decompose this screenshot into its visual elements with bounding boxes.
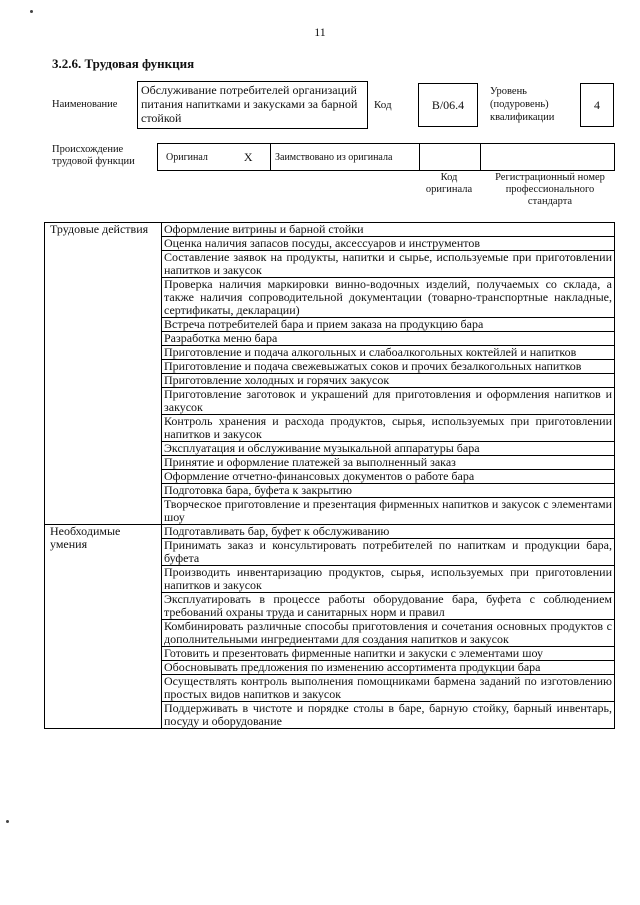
- code-caption-line-2: оригинала: [425, 184, 473, 195]
- table-item-cell: Поддерживать в чистоте и порядке столы в баре, барную стойку, барный инвентарь, посуду и оборудование: [162, 702, 615, 729]
- level-label-1: Уровень: [490, 86, 527, 97]
- table-item-cell: Приготовление холодных и горячих закусок: [162, 374, 615, 388]
- section-title-cell: Трудовые действия: [45, 223, 162, 525]
- table-item-cell: Принимать заказ и консультировать потребителей по напиткам и продукции бара, буфета: [162, 539, 615, 566]
- table-item-cell: Комбинировать различные способы приготовления и сочетания основных продуктов с дополнительными ингредиентами для создания напитков и закусок: [162, 620, 615, 647]
- function-name-box: Обслуживание потребителей организаций питания напитками и закусками за барной стойкой: [137, 81, 368, 129]
- level-label-3: квалификации: [490, 112, 555, 123]
- function-table: [44, 222, 615, 729]
- reg-caption-line-2: профессионального: [505, 184, 595, 195]
- original-mark: X: [243, 149, 253, 164]
- original-label: Оригинал: [166, 151, 208, 163]
- table-item-cell: Контроль хранения и расхода продуктов, сырья, используемых при приготовлении напитков и закусок: [162, 415, 615, 442]
- table-item-cell: Творческое приготовление и презентация фирменных напитков и закусок с элементами шоу: [162, 498, 615, 525]
- table-item-cell: Обосновывать предложения по изменению ассортимента продукции бара: [162, 661, 615, 675]
- section-title: 3.2.6. Трудовая функция: [52, 56, 195, 71]
- reg-caption-line-1: Регистрационный номер: [495, 172, 605, 183]
- table-item-cell: Готовить и презентовать фирменные напитки и закуски с элементами шоу: [162, 647, 615, 661]
- page-number: 11: [314, 25, 326, 39]
- registration-number-cell: [480, 143, 615, 171]
- name-label: Наименование: [52, 99, 118, 110]
- reg-caption-line-3: стандарта: [527, 196, 573, 207]
- origin-row: [157, 143, 615, 171]
- original-cell: [157, 143, 271, 171]
- table-item-cell: Приготовление и подача свежевыжатых соков и прочих безалкогольных напитков: [162, 360, 615, 374]
- table-item-cell: Подготовка бара, буфета к закрытию: [162, 484, 615, 498]
- table-item-cell: Подготавливать бар, буфет к обслуживанию: [162, 525, 615, 539]
- code-value-box: B/06.4: [418, 83, 478, 127]
- table-item-cell: Встреча потребителей бара и прием заказа на продукцию бара: [162, 318, 615, 332]
- code-caption-line-1: Код: [440, 172, 458, 183]
- borrowed-cell: Заимствовано из оригинала: [270, 143, 420, 171]
- table-item-cell: Оценка наличия запасов посуды, аксессуаров и инструментов: [162, 237, 615, 251]
- table-item-cell: Оформление отчетно-финансовых документов о работе бара: [162, 470, 615, 484]
- scan-dot: [6, 820, 9, 823]
- table-item-cell: Приготовление заготовок и украшений для приготовления и оформления напитков и закусок: [162, 388, 615, 415]
- registration-caption: [481, 172, 619, 208]
- table-item-cell: Приготовление и подача алкогольных и слабоалкогольных коктейлей и напитков: [162, 346, 615, 360]
- table-item-cell: Оформление витрины и барной стойки: [162, 223, 615, 237]
- table-item-cell: Разработка меню бара: [162, 332, 615, 346]
- table-item-cell: Эксплуатировать в процессе работы оборудование бара, буфета с соблюдением требований охраны труда и санитарных норм и правил: [162, 593, 615, 620]
- scan-dot: [30, 10, 33, 13]
- section-title-cell: Необходимые умения: [45, 525, 162, 729]
- table-item-cell: Составление заявок на продукты, напитки и сырье, используемые при приготовлении напитков и закусок: [162, 251, 615, 278]
- code-label: Код: [374, 99, 392, 111]
- origin-label-2: трудовой функции: [52, 156, 135, 167]
- origin-label-1: Происхождение: [52, 144, 124, 155]
- level-label-2: (подуровень): [490, 99, 549, 110]
- original-code-cell: [419, 143, 481, 171]
- table-row: [45, 223, 615, 237]
- table-item-cell: Осуществлять контроль выполнения помощниками бармена заданий по изготовлению простых видов напитков и закусок: [162, 675, 615, 702]
- table-item-cell: Эксплуатация и обслуживание музыкальной аппаратуры бара: [162, 442, 615, 456]
- table-item-cell: Проверка наличия маркировки винно-водочных изделий, получаемых со склада, а также наличия сопроводительной документации (товарно-транспортные накладные, сертификаты, декларации): [162, 278, 615, 318]
- table-item-cell: Принятие и оформление платежей за выполненный заказ: [162, 456, 615, 470]
- table-row: [45, 525, 615, 539]
- code-caption: [419, 172, 479, 196]
- table-item-cell: Производить инвентаризацию продуктов, сырья, используемых при приготовлении напитков и закусок: [162, 566, 615, 593]
- level-value-box: 4: [580, 83, 614, 127]
